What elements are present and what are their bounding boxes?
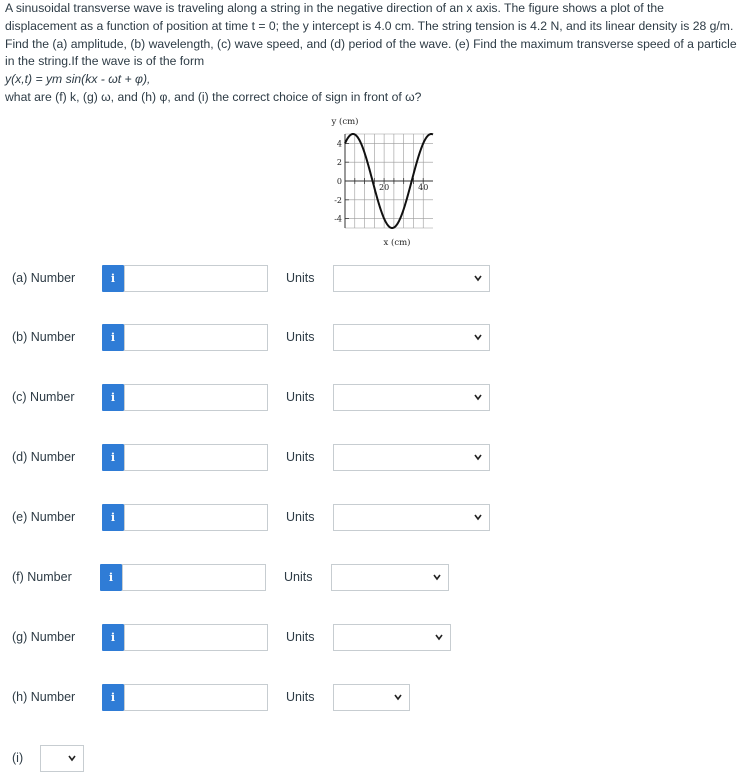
answer-row-e (0, 504, 490, 532)
problem-line-4: in the string.If the wave is of the form (5, 54, 205, 69)
answer-label-c: (c) Number (12, 390, 75, 404)
number-input-c[interactable] (124, 384, 268, 411)
units-select-e[interactable] (333, 504, 490, 531)
problem-line-6: what are (f) k, (g) ω, and (h) φ, and (i) the correct choice of sign in front of ω? (5, 89, 422, 104)
problem-line-3: Find the (a) amplitude, (b) wavelength, (c) wave speed, and (d) period of the wave. (e) Find the maximum transverse speed of a particle (5, 36, 737, 51)
answer-label-e: (e) Number (12, 510, 76, 524)
units-label-c: Units (286, 390, 315, 404)
answer-row-b (0, 324, 490, 352)
answer-label-g: (g) Number (12, 630, 76, 644)
y-tick-label: -4 (334, 214, 342, 224)
answer-row-g (0, 624, 490, 652)
info-icon[interactable]: i (102, 444, 124, 471)
problem-line-1: A sinusoidal transverse wave is traveling along a string in the negative direction of an x axis. The figure shows a plot of the (5, 1, 664, 15)
units-select-d[interactable] (333, 444, 490, 471)
chevron-down-icon (67, 753, 77, 763)
number-input-h[interactable] (124, 684, 268, 711)
answer-row-i (0, 745, 120, 773)
problem-line-2: displacement as a function of position at time t = 0; the y intercept is 4.0 cm. The string tension is 4.2 N, and its linear density is 28 g/m. (5, 18, 734, 33)
units-select-f[interactable] (331, 564, 449, 591)
number-input-f[interactable] (122, 564, 266, 591)
problem-statement (5, 0, 747, 107)
info-icon[interactable]: i (102, 504, 124, 531)
chevron-down-icon (473, 452, 483, 462)
units-select-h[interactable] (333, 684, 410, 711)
wave-formula: y(x,t) = ym sin(kx - ωt + φ), (5, 72, 151, 87)
y-axis-label: y (cm) (331, 117, 359, 127)
units-label-b: Units (286, 330, 315, 344)
units-label-a: Units (286, 271, 315, 285)
x-tick-label: 40 (418, 183, 429, 192)
units-label-f: Units (284, 570, 313, 584)
chevron-down-icon (473, 332, 483, 342)
info-icon[interactable]: i (102, 324, 124, 351)
answer-label-i: (i) (12, 751, 24, 765)
answer-row-h (0, 684, 490, 712)
info-icon[interactable]: i (102, 265, 124, 292)
info-icon[interactable]: i (102, 624, 124, 651)
x-axis-label: x (cm) (383, 238, 411, 248)
answer-label-a: (a) Number (12, 271, 76, 285)
units-label-g: Units (286, 630, 315, 644)
units-label-d: Units (286, 450, 315, 464)
units-select-g[interactable] (333, 624, 451, 651)
y-tick-label: 4 (336, 139, 342, 149)
units-label-e: Units (286, 510, 315, 524)
wave-chart (300, 112, 450, 252)
number-input-d[interactable] (124, 444, 268, 471)
wave-graph (300, 112, 450, 252)
chevron-down-icon (473, 273, 483, 283)
units-label-h: Units (286, 690, 315, 704)
units-select-a[interactable] (333, 265, 490, 292)
y-tick-label: 2 (336, 158, 342, 168)
chevron-down-icon (393, 692, 403, 702)
info-icon[interactable]: i (102, 384, 124, 411)
units-select-c[interactable] (333, 384, 490, 411)
chevron-down-icon (434, 632, 444, 642)
answer-row-d (0, 444, 490, 472)
answer-label-h: (h) Number (12, 690, 76, 704)
answer-row-a (0, 265, 490, 293)
number-input-a[interactable] (124, 265, 268, 292)
y-tick-label: -2 (334, 195, 342, 205)
number-input-g[interactable] (124, 624, 268, 651)
info-icon[interactable]: i (100, 564, 122, 591)
chevron-down-icon (432, 572, 442, 582)
chevron-down-icon (473, 512, 483, 522)
chevron-down-icon (473, 392, 483, 402)
units-select-b[interactable] (333, 324, 490, 351)
answer-label-f: (f) Number (12, 570, 72, 584)
answer-label-b: (b) Number (12, 330, 76, 344)
number-input-e[interactable] (124, 504, 268, 531)
info-icon[interactable]: i (102, 684, 124, 711)
number-input-b[interactable] (124, 324, 268, 351)
answer-row-c (0, 384, 490, 412)
answer-row-f (0, 564, 490, 592)
answer-label-d: (d) Number (12, 450, 76, 464)
sign-select-i[interactable] (40, 745, 84, 772)
x-tick-label: 20 (379, 183, 390, 192)
y-tick-label: 0 (336, 177, 342, 186)
